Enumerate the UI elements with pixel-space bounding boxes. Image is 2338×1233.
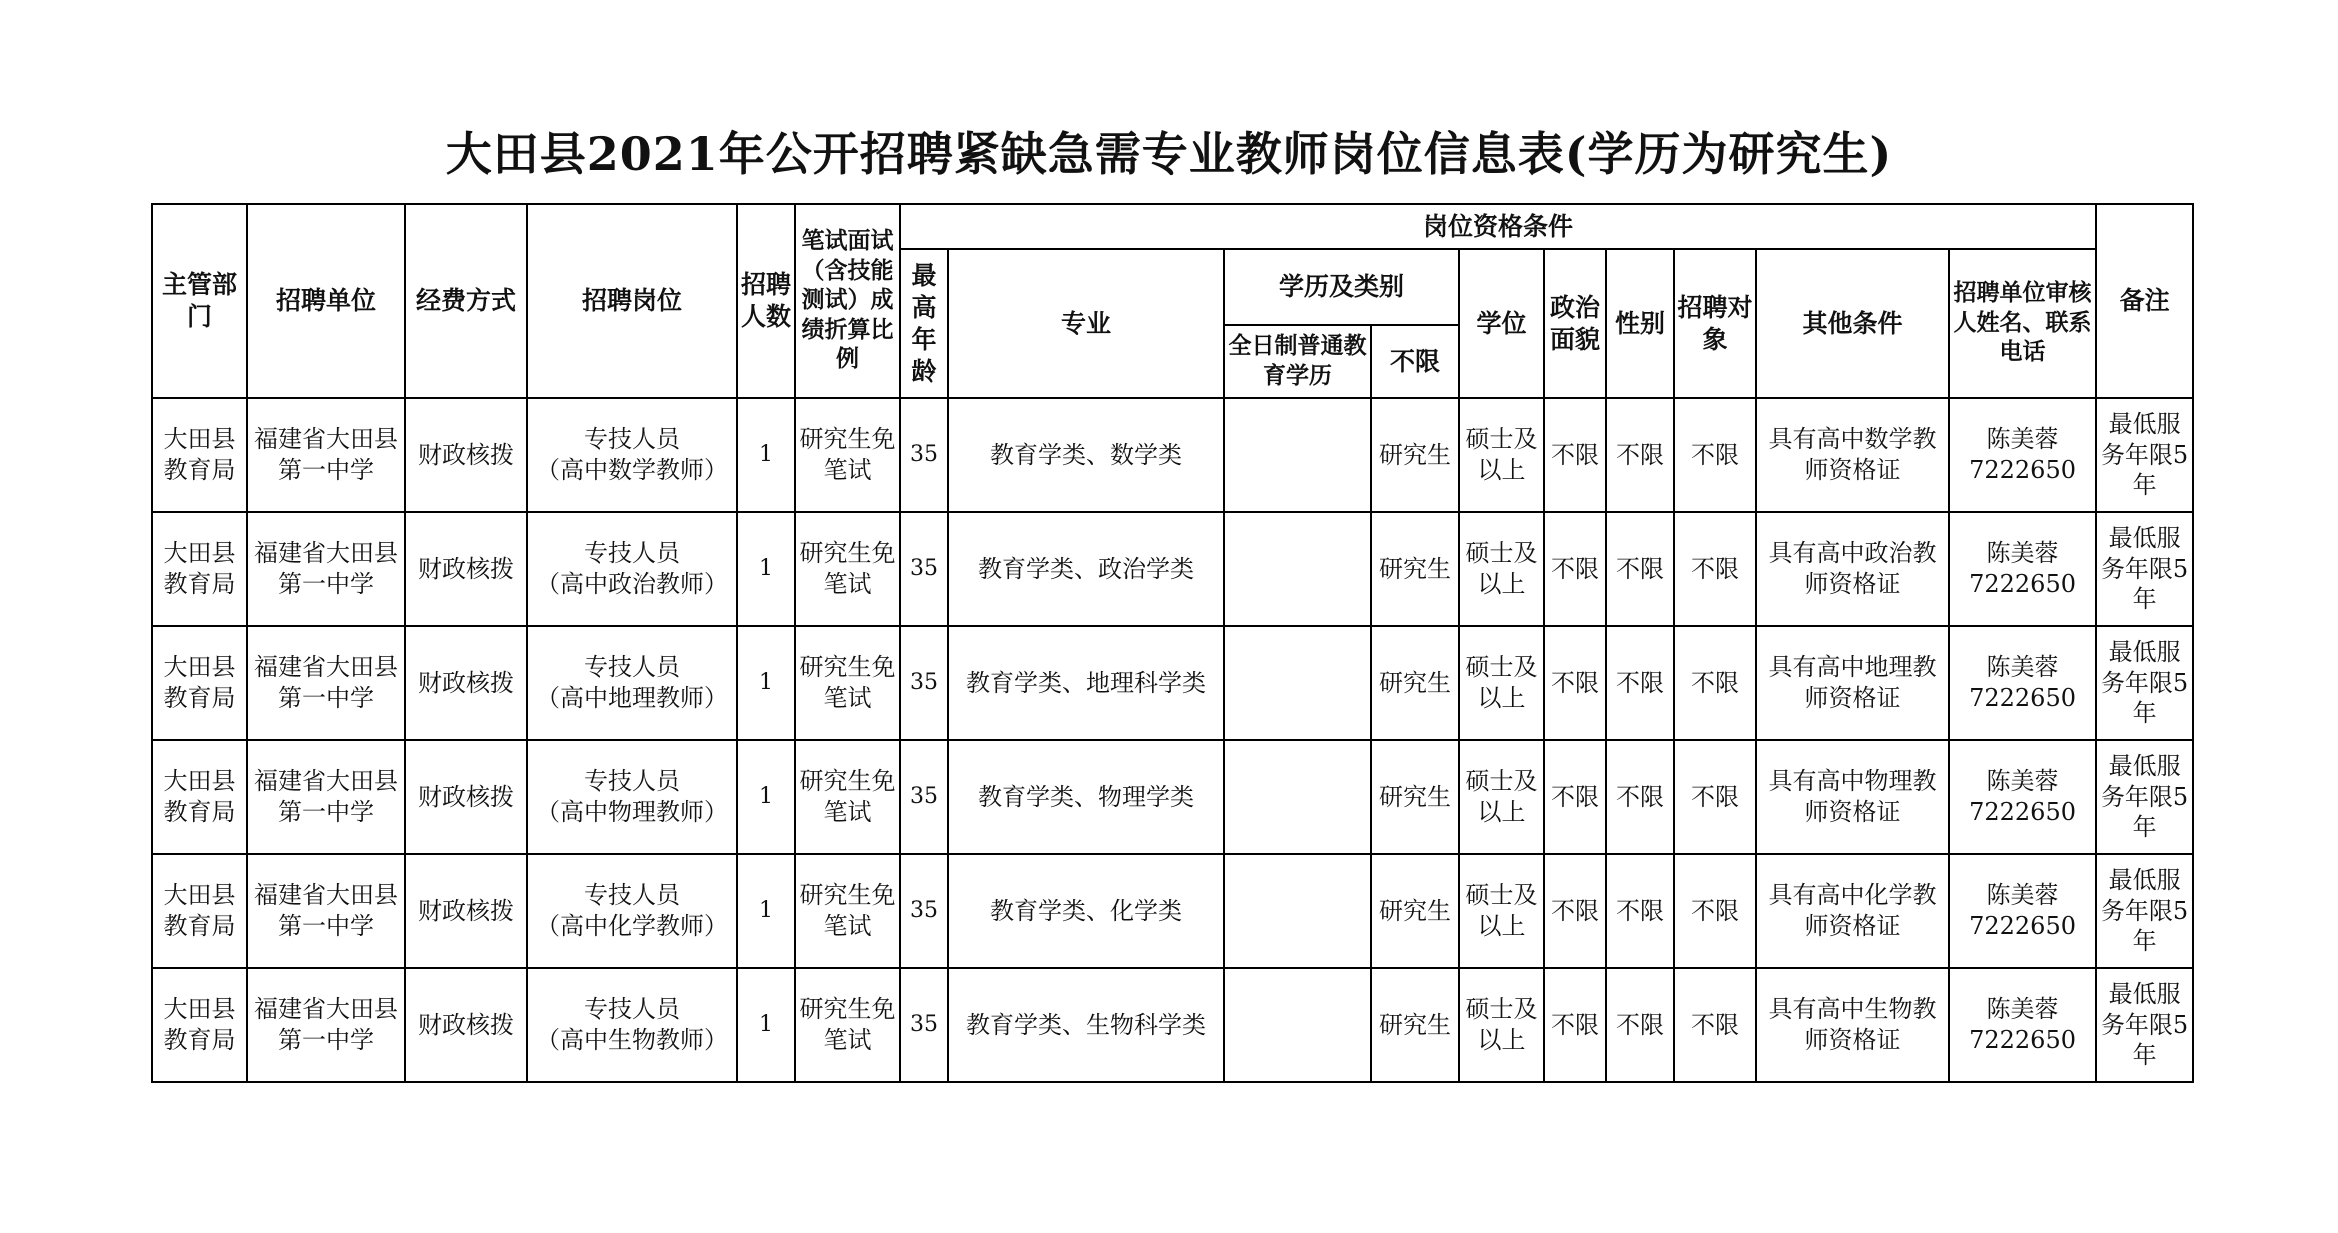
header-unlimited: 不限 — [1371, 325, 1459, 398]
cell-post-subject: （高中政治教师） — [536, 570, 728, 598]
cell-gender: 不限 — [1606, 398, 1674, 512]
header-target: 招聘对象 — [1674, 249, 1756, 398]
cell-post-type: 专技人员 — [584, 995, 680, 1024]
cell-ratio: 研究生免笔试 — [795, 854, 900, 968]
table-row — [152, 854, 2193, 968]
cell-unit: 福建省大田县第一中学 — [247, 968, 405, 1082]
cell-fulltime — [1224, 512, 1371, 626]
cell-major: 教育学类、化学类 — [948, 854, 1224, 968]
cell-remark: 最低服务年限5年 — [2096, 398, 2193, 512]
cell-remark: 最低服务年限5年 — [2096, 968, 2193, 1082]
cell-target: 不限 — [1674, 512, 1756, 626]
cell-other: 具有高中生物教师资格证 — [1756, 968, 1949, 1082]
cell-age: 35 — [900, 854, 948, 968]
cell-political: 不限 — [1544, 854, 1606, 968]
cell-post-type: 专技人员 — [584, 425, 680, 454]
cell-major: 教育学类、数学类 — [948, 398, 1224, 512]
cell-post — [527, 398, 737, 512]
cell-target: 不限 — [1674, 398, 1756, 512]
cell-gender: 不限 — [1606, 740, 1674, 854]
cell-funding: 财政核拨 — [405, 968, 527, 1082]
reviewer-name: 陈美蓉 — [1986, 539, 2059, 568]
cell-funding: 财政核拨 — [405, 740, 527, 854]
cell-fulltime — [1224, 740, 1371, 854]
header-ratio: 笔试面试（含技能测试）成绩折算比例 — [795, 204, 900, 398]
cell-age: 35 — [900, 968, 948, 1082]
cell-dept: 大田县教育局 — [152, 968, 247, 1082]
cell-post-type: 专技人员 — [584, 539, 680, 568]
header-max-age: 最高年龄 — [900, 249, 948, 398]
cell-fulltime — [1224, 854, 1371, 968]
cell-age: 35 — [900, 740, 948, 854]
cell-target: 不限 — [1674, 740, 1756, 854]
cell-dept: 大田县教育局 — [152, 854, 247, 968]
page-title: 大田县2021年公开招聘紧缺急需专业教师岗位信息表(学历为研究生) — [445, 127, 1893, 181]
cell-post — [527, 740, 737, 854]
cell-post — [527, 626, 737, 740]
cell-unlimited: 研究生 — [1371, 968, 1459, 1082]
reviewer-name: 陈美蓉 — [1986, 881, 2059, 910]
cell-ratio: 研究生免笔试 — [795, 968, 900, 1082]
table-row — [152, 398, 2193, 512]
reviewer-phone: 7222650 — [1969, 912, 2076, 940]
cell-other: 具有高中物理教师资格证 — [1756, 740, 1949, 854]
cell-post-subject: （高中物理教师） — [536, 798, 728, 826]
cell-ratio: 研究生免笔试 — [795, 740, 900, 854]
table-row — [152, 968, 2193, 1082]
cell-funding: 财政核拨 — [405, 398, 527, 512]
cell-age: 35 — [900, 512, 948, 626]
cell-gender: 不限 — [1606, 626, 1674, 740]
cell-ratio: 研究生免笔试 — [795, 626, 900, 740]
header-count: 招聘人数 — [737, 204, 795, 398]
cell-major: 教育学类、生物科学类 — [948, 968, 1224, 1082]
cell-target: 不限 — [1674, 854, 1756, 968]
header-unit: 招聘单位 — [247, 204, 405, 398]
cell-ratio: 研究生免笔试 — [795, 512, 900, 626]
cell-gender: 不限 — [1606, 968, 1674, 1082]
cell-reviewer — [1949, 740, 2096, 854]
header-fulltime-edu: 全日制普通教育学历 — [1224, 325, 1371, 398]
reviewer-name: 陈美蓉 — [1986, 425, 2059, 454]
cell-post-subject: （高中地理教师） — [536, 684, 728, 712]
cell-political: 不限 — [1544, 740, 1606, 854]
cell-post-subject: （高中数学教师） — [536, 456, 728, 484]
cell-dept: 大田县教育局 — [152, 398, 247, 512]
cell-unlimited: 研究生 — [1371, 740, 1459, 854]
cell-funding: 财政核拨 — [405, 512, 527, 626]
cell-dept: 大田县教育局 — [152, 626, 247, 740]
cell-reviewer — [1949, 854, 2096, 968]
cell-remark: 最低服务年限5年 — [2096, 626, 2193, 740]
cell-post-type: 专技人员 — [584, 881, 680, 910]
header-major: 专业 — [948, 249, 1224, 398]
reviewer-name: 陈美蓉 — [1986, 767, 2059, 796]
cell-gender: 不限 — [1606, 512, 1674, 626]
cell-count: 1 — [737, 398, 795, 512]
cell-count: 1 — [737, 968, 795, 1082]
reviewer-name: 陈美蓉 — [1986, 995, 2059, 1024]
cell-political: 不限 — [1544, 512, 1606, 626]
cell-post — [527, 968, 737, 1082]
header-gender: 性别 — [1606, 249, 1674, 398]
reviewer-name: 陈美蓉 — [1986, 653, 2059, 682]
cell-ratio: 研究生免笔试 — [795, 398, 900, 512]
cell-remark: 最低服务年限5年 — [2096, 512, 2193, 626]
cell-unlimited: 研究生 — [1371, 512, 1459, 626]
header-political: 政治面貌 — [1544, 249, 1606, 398]
reviewer-phone: 7222650 — [1969, 456, 2076, 484]
cell-fulltime — [1224, 626, 1371, 740]
header-post: 招聘岗位 — [527, 204, 737, 398]
cell-fulltime — [1224, 968, 1371, 1082]
cell-target: 不限 — [1674, 626, 1756, 740]
cell-reviewer — [1949, 626, 2096, 740]
cell-unit: 福建省大田县第一中学 — [247, 740, 405, 854]
header-degree: 学位 — [1459, 249, 1544, 398]
reviewer-phone: 7222650 — [1969, 570, 2076, 598]
cell-degree: 硕士及以上 — [1459, 968, 1544, 1082]
cell-count: 1 — [737, 854, 795, 968]
cell-post — [527, 512, 737, 626]
cell-degree: 硕士及以上 — [1459, 512, 1544, 626]
header-qualifications: 岗位资格条件 — [900, 204, 2096, 249]
cell-reviewer — [1949, 398, 2096, 512]
cell-unlimited: 研究生 — [1371, 398, 1459, 512]
header-dept: 主管部门 — [152, 204, 247, 398]
cell-post-type: 专技人员 — [584, 653, 680, 682]
header-reviewer: 招聘单位审核人姓名、联系电话 — [1949, 249, 2096, 398]
cell-remark: 最低服务年限5年 — [2096, 854, 2193, 968]
cell-unlimited: 研究生 — [1371, 854, 1459, 968]
header-edu-category: 学历及类别 — [1224, 249, 1459, 325]
table-row — [152, 740, 2193, 854]
cell-political: 不限 — [1544, 968, 1606, 1082]
reviewer-phone: 7222650 — [1969, 798, 2076, 826]
cell-unit: 福建省大田县第一中学 — [247, 512, 405, 626]
cell-political: 不限 — [1544, 626, 1606, 740]
cell-post-subject: （高中化学教师） — [536, 912, 728, 940]
cell-unlimited: 研究生 — [1371, 626, 1459, 740]
cell-degree: 硕士及以上 — [1459, 854, 1544, 968]
cell-post-type: 专技人员 — [584, 767, 680, 796]
reviewer-phone: 7222650 — [1969, 684, 2076, 712]
cell-unit: 福建省大田县第一中学 — [247, 398, 405, 512]
cell-major: 教育学类、地理科学类 — [948, 626, 1224, 740]
cell-fulltime — [1224, 398, 1371, 512]
cell-gender: 不限 — [1606, 854, 1674, 968]
cell-reviewer — [1949, 968, 2096, 1082]
job-table — [151, 203, 2194, 1083]
cell-political: 不限 — [1544, 398, 1606, 512]
cell-target: 不限 — [1674, 968, 1756, 1082]
cell-other: 具有高中地理教师资格证 — [1756, 626, 1949, 740]
cell-post — [527, 854, 737, 968]
cell-other: 具有高中数学教师资格证 — [1756, 398, 1949, 512]
reviewer-phone: 7222650 — [1969, 1026, 2076, 1054]
cell-degree: 硕士及以上 — [1459, 626, 1544, 740]
cell-count: 1 — [737, 512, 795, 626]
cell-funding: 财政核拨 — [405, 626, 527, 740]
table-row — [152, 626, 2193, 740]
cell-post-subject: （高中生物教师） — [536, 1026, 728, 1054]
table-row — [152, 512, 2193, 626]
cell-degree: 硕士及以上 — [1459, 740, 1544, 854]
cell-other: 具有高中化学教师资格证 — [1756, 854, 1949, 968]
cell-dept: 大田县教育局 — [152, 512, 247, 626]
cell-major: 教育学类、物理学类 — [948, 740, 1224, 854]
header-other: 其他条件 — [1756, 249, 1949, 398]
cell-unit: 福建省大田县第一中学 — [247, 854, 405, 968]
cell-count: 1 — [737, 740, 795, 854]
cell-age: 35 — [900, 398, 948, 512]
cell-remark: 最低服务年限5年 — [2096, 740, 2193, 854]
cell-major: 教育学类、政治学类 — [948, 512, 1224, 626]
cell-count: 1 — [737, 626, 795, 740]
cell-dept: 大田县教育局 — [152, 740, 247, 854]
header-funding: 经费方式 — [405, 204, 527, 398]
cell-funding: 财政核拨 — [405, 854, 527, 968]
cell-unit: 福建省大田县第一中学 — [247, 626, 405, 740]
cell-age: 35 — [900, 626, 948, 740]
cell-other: 具有高中政治教师资格证 — [1756, 512, 1949, 626]
cell-reviewer — [1949, 512, 2096, 626]
cell-degree: 硕士及以上 — [1459, 398, 1544, 512]
header-remarks: 备注 — [2096, 204, 2193, 398]
